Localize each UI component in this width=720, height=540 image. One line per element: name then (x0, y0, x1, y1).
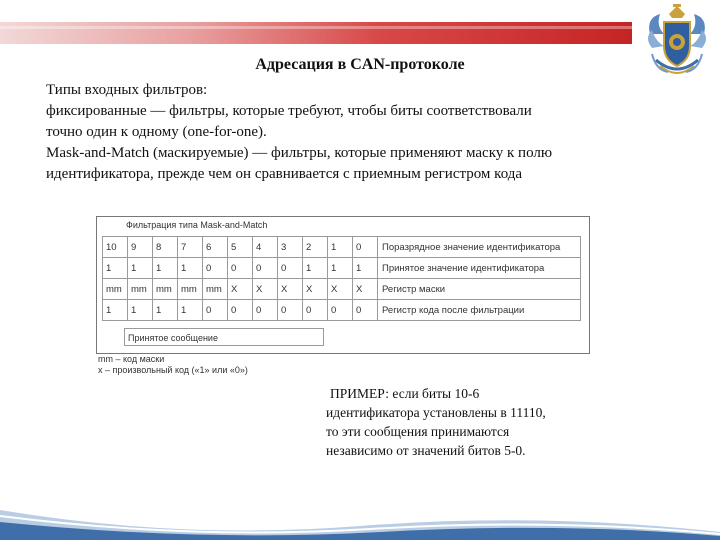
body-text (46, 80, 656, 185)
bit-cell: 1 (128, 258, 153, 279)
bit-cell: X (253, 279, 278, 300)
example-line: независимо от значений битов 5-0. (326, 443, 526, 458)
bit-cell: 0 (328, 300, 353, 321)
bit-cell: 4 (253, 237, 278, 258)
bit-cell: 8 (153, 237, 178, 258)
bit-cell: 0 (253, 258, 278, 279)
bit-cell: X (303, 279, 328, 300)
bit-cell: 0 (303, 300, 328, 321)
body-line: фиксированные — фильтры, которые требуют, чтобы биты соответствовали (46, 103, 532, 119)
bit-cell: X (278, 279, 303, 300)
bit-cell: X (228, 279, 253, 300)
bit-cell: 0 (278, 300, 303, 321)
bit-cell: 5 (228, 237, 253, 258)
bit-table (102, 236, 581, 321)
bit-cell: 1 (128, 300, 153, 321)
bit-cell: 1 (178, 258, 203, 279)
bit-cell: 1 (103, 258, 128, 279)
body-line: точно один к одному (one-for-one). (46, 124, 267, 140)
bit-cell: 1 (153, 258, 178, 279)
bit-cell: mm (153, 279, 178, 300)
row-description: Поразрядное значение идентификатора (378, 237, 581, 258)
bit-cell: 1 (103, 300, 128, 321)
legend-line: mm – код маски (98, 354, 165, 364)
bit-cell: 0 (353, 300, 378, 321)
row-description: Регистр маски (378, 279, 581, 300)
example-line: идентификатора установлены в 11110, (326, 405, 546, 420)
bit-cell: 1 (178, 300, 203, 321)
bit-cell: 0 (353, 237, 378, 258)
example-line: то эти сообщения принимаются (326, 424, 510, 439)
bit-cell: 0 (228, 300, 253, 321)
mask-match-figure (96, 216, 590, 378)
example-note (326, 384, 606, 460)
bit-cell: 1 (328, 258, 353, 279)
decorative-wave (0, 470, 720, 540)
body-line: Типы входных фильтров: (46, 82, 208, 98)
slide-title: Адресация в CAN-протоколе (255, 56, 465, 73)
body-line: Mask-and-Match (маскируемые) — фильтры, которые применяют маску к полю (46, 145, 553, 161)
bit-cell: X (353, 279, 378, 300)
bit-cell: mm (103, 279, 128, 300)
body-line: идентификатора, прежде чем он сравнивается с приемным регистром кода (46, 166, 523, 182)
bit-cell: 0 (253, 300, 278, 321)
bit-cell: mm (203, 279, 228, 300)
figure-legend (98, 354, 248, 376)
table-row (103, 258, 581, 279)
bit-cell: 0 (228, 258, 253, 279)
bit-cell: mm (178, 279, 203, 300)
bit-cell: 7 (178, 237, 203, 258)
bit-cell: 2 (303, 237, 328, 258)
bit-cell: 1 (328, 237, 353, 258)
bit-cell: 0 (203, 258, 228, 279)
legend-line: x – произвольный код («1» или «0») (98, 365, 248, 375)
bit-cell: 1 (303, 258, 328, 279)
bit-cell: 10 (103, 237, 128, 258)
bit-cell: 0 (278, 258, 303, 279)
row-description: Регистр кода после фильтрации (378, 300, 581, 321)
bit-cell: 0 (203, 300, 228, 321)
bit-cell: 6 (203, 237, 228, 258)
bit-cell: X (328, 279, 353, 300)
bit-cell: 9 (128, 237, 153, 258)
bit-cell: 3 (278, 237, 303, 258)
bit-cell: 1 (153, 300, 178, 321)
example-line: ПРИМЕР: если биты 10-6 (330, 386, 480, 401)
table-row (103, 279, 581, 300)
table-row (103, 300, 581, 321)
row-description: Принятое значение идентификатора (378, 258, 581, 279)
header-band (0, 22, 632, 44)
accepted-message-label: Принятое сообщение (124, 328, 324, 346)
bit-cell: 1 (353, 258, 378, 279)
bit-cell: mm (128, 279, 153, 300)
table-row (103, 237, 581, 258)
figure-caption: Фильтрация типа Mask-and-Match (126, 220, 268, 230)
